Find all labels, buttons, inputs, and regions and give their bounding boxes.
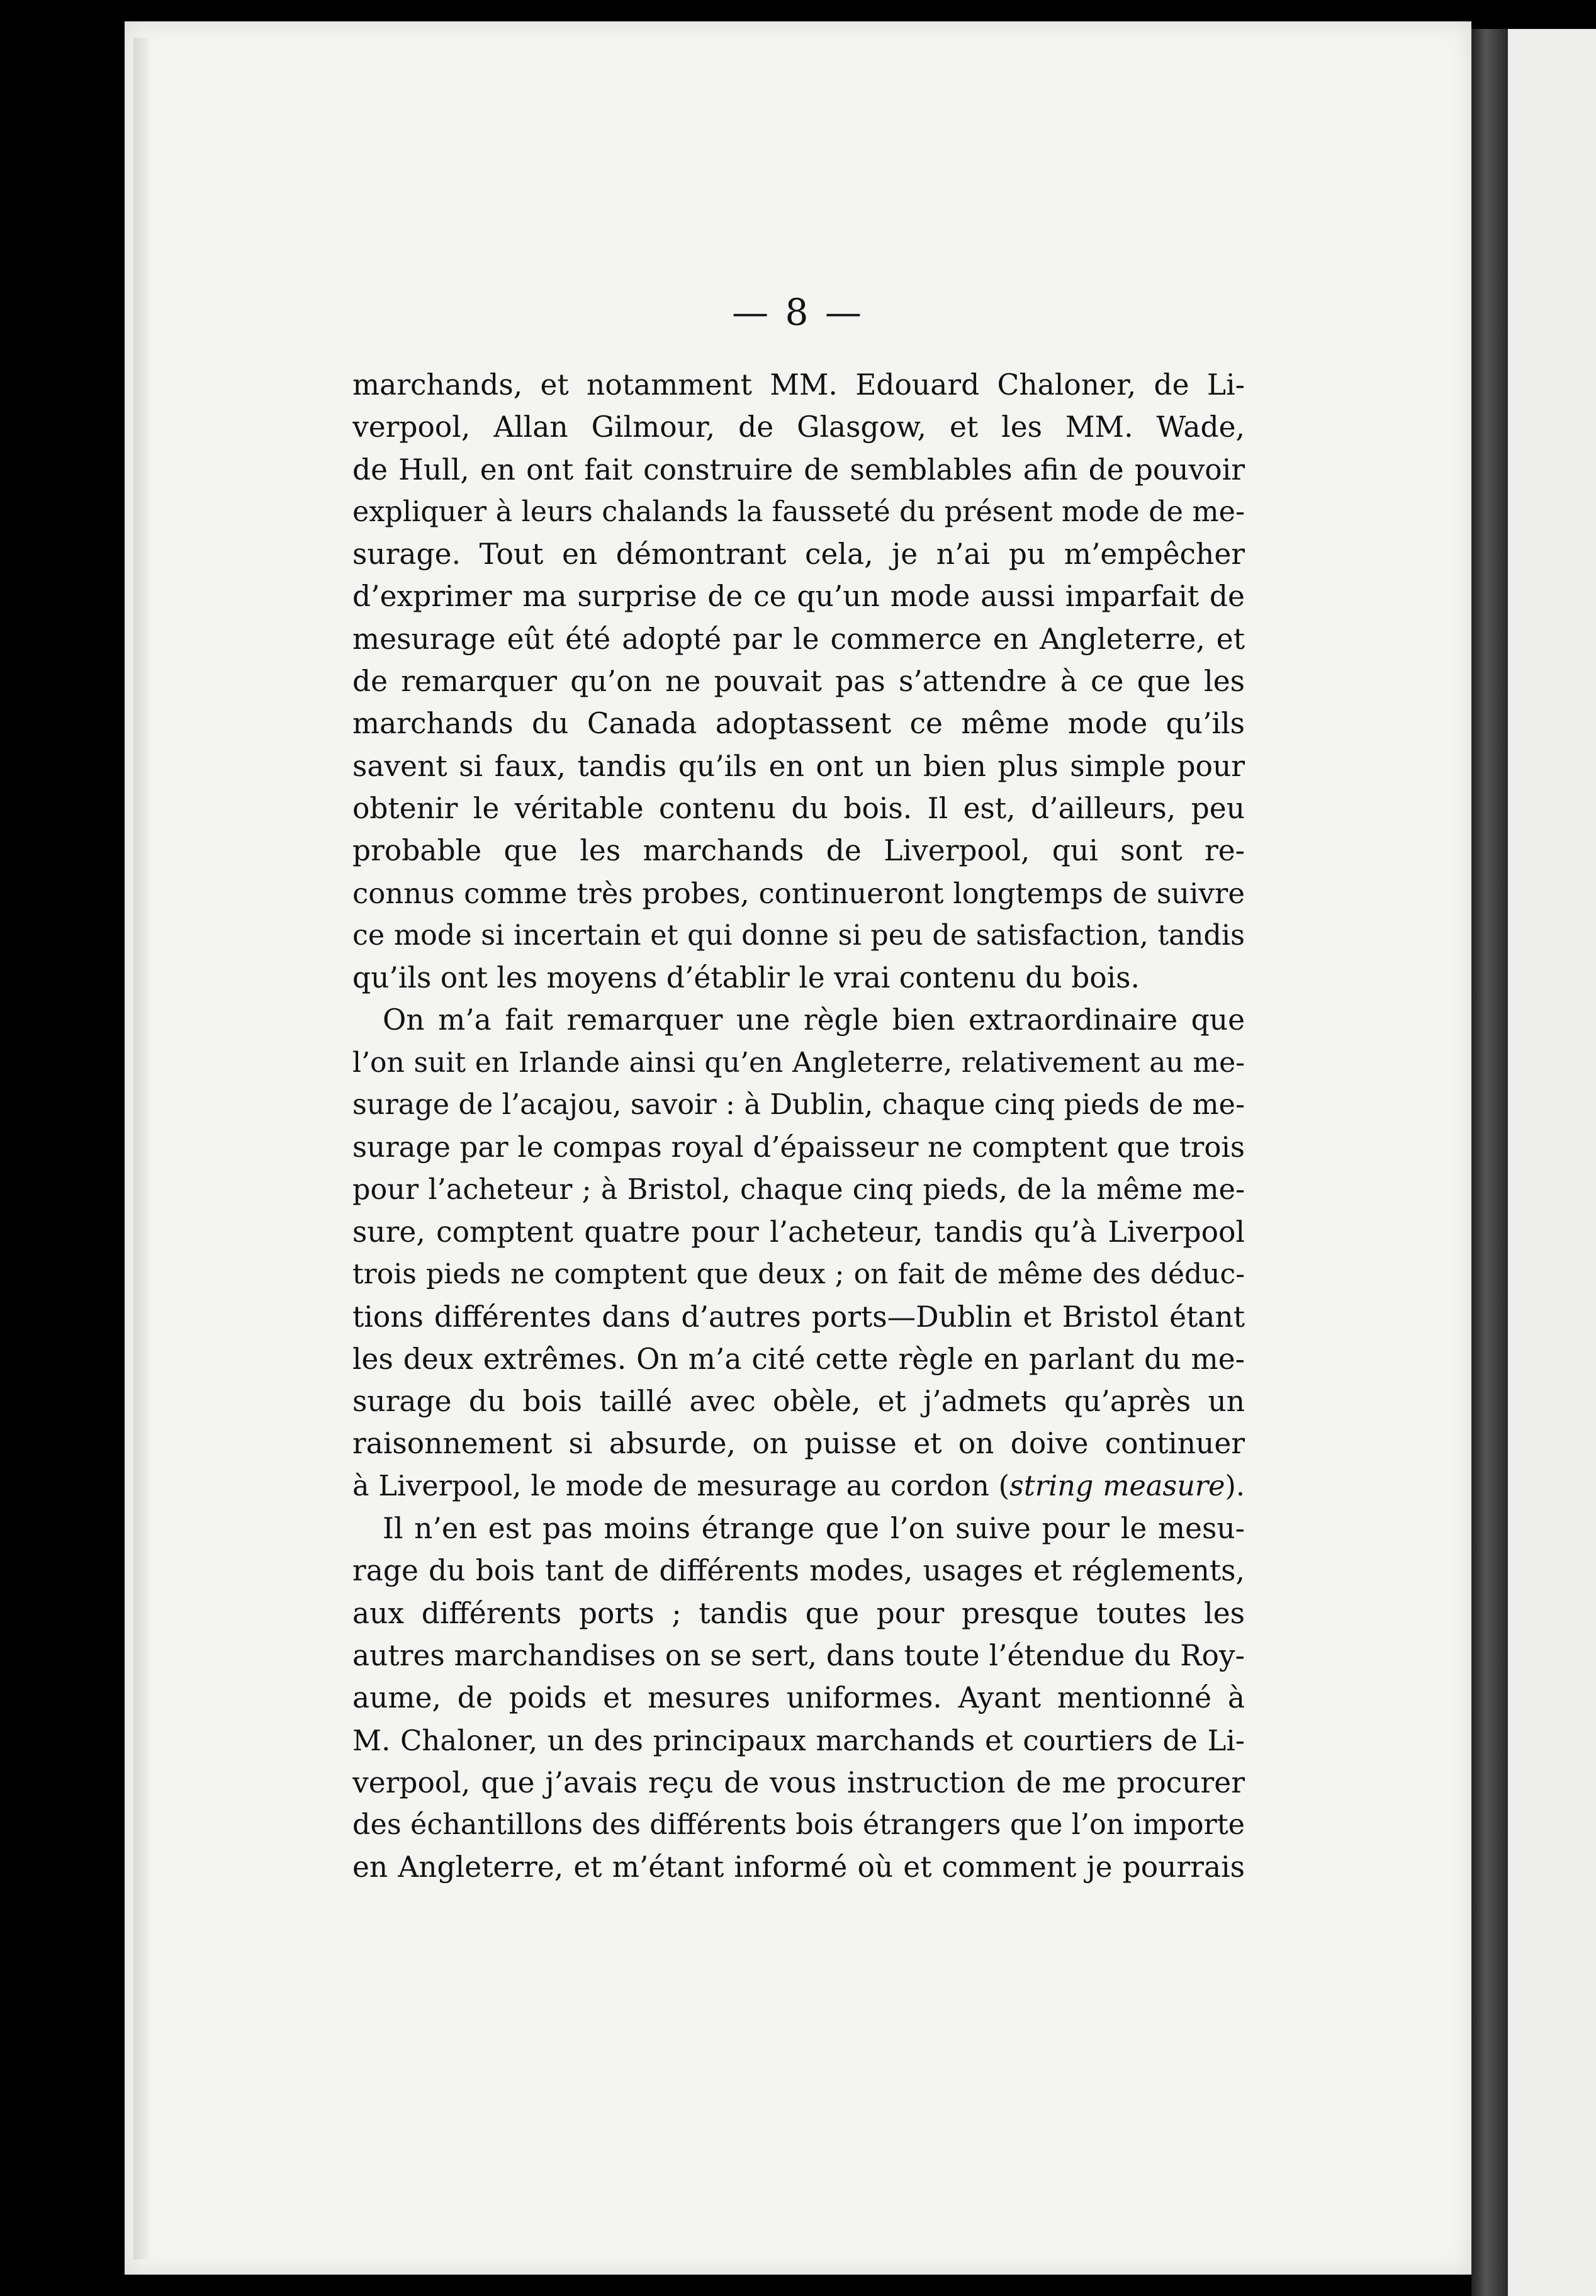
page-number: — 8 — — [732, 291, 864, 334]
text-line: sure, comptent quatre pour l’acheteur, tandis qu’à Liverpool — [352, 1215, 1245, 1249]
text-segment: ). — [1225, 1470, 1245, 1502]
text-line: pour l’acheteur ; à Bristol, chaque cinq pieds, de la même me- — [352, 1173, 1245, 1206]
text-line: l’on suit en Irlande ainsi qu’en Angleterre, relativement au me- — [352, 1046, 1245, 1079]
text-line: surage de l’acajou, savoir : à Dublin, chaque cinq pieds de me- — [352, 1089, 1245, 1122]
text-line: verpool, que j’avais reçu de vous instruction de me procurer — [352, 1765, 1245, 1799]
text-line: rage du bois tant de différents modes, usages et réglements, — [352, 1554, 1245, 1588]
text-line: surage du bois taillé avec obèle, et j’admets qu’après un — [352, 1385, 1245, 1419]
text-line: On m’a fait remarquer une règle bien extraordinaire que — [383, 1003, 1245, 1037]
text-segment: à Liverpool, le mode de mesurage au cordon ( — [352, 1470, 1010, 1502]
text-line: autres marchandises on se sert, dans toute l’étendue du Roy- — [352, 1638, 1245, 1672]
text-line: savent si faux, tandis qu’ils en ont un bien plus simple pour — [352, 749, 1245, 783]
text-line: marchands du Canada adoptassent ce même mode qu’ils — [352, 707, 1245, 741]
text-line: qu’ils ont les moyens d’établir le vrai contenu du bois. — [352, 961, 1140, 995]
text-line: de Hull, en ont fait construire de semblables afin de pouvoir — [352, 453, 1245, 487]
adjacent-page-edge — [1508, 29, 1596, 2296]
text-line: surage par le compas royal d’épaisseur ne comptent que trois — [352, 1130, 1245, 1164]
text-line: Il n’en est pas moins étrange que l’on suive pour le mesu- — [383, 1512, 1245, 1546]
text-line: connus comme très probes, continueront longtemps de suivre — [352, 876, 1245, 910]
text-line: probable que les marchands de Liverpool, qui sont re- — [352, 834, 1245, 868]
paper-fold-edge — [133, 38, 150, 2259]
text-line: M. Chaloner, un des principaux marchands et courtiers de Li- — [352, 1723, 1245, 1757]
text-line: trois pieds ne comptent que deux ; on fait de même des déduc- — [352, 1258, 1245, 1291]
text-line: raisonnement si absurde, on puisse et on doive continuer — [352, 1427, 1245, 1461]
text-line: surage. Tout en démontrant cela, je n’ai pu m’empêcher — [352, 537, 1245, 571]
text-line: verpool, Allan Gilmour, de Glasgow, et les MM. Wade, — [352, 410, 1245, 444]
text-line: d’exprimer ma surprise de ce qu’un mode aussi imparfait de — [352, 580, 1245, 614]
text-line: de remarquer qu’on ne pouvait pas s’attendre à ce que les — [352, 665, 1245, 699]
text-line: les deux extrêmes. On m’a cité cette règle en parlant du me- — [352, 1342, 1245, 1376]
text-line: tions différentes dans d’autres ports—Dublin et Bristol étant — [352, 1300, 1245, 1334]
text-line: expliquer à leurs chalands la fausseté du présent mode de me- — [352, 495, 1245, 528]
text-line: marchands, et notamment MM. Edouard Chaloner, de Li- — [352, 368, 1245, 402]
text-line: des échantillons des différents bois étrangers que l’on importe — [352, 1809, 1245, 1842]
body-text — [352, 364, 1245, 1889]
text-line: en Angleterre, et m’étant informé où et comment je pourrais — [352, 1850, 1245, 1884]
text-line: aume, de poids et mesures uniformes. Ayant mentionné à — [352, 1681, 1245, 1715]
text-line: aux différents ports ; tandis que pour presque toutes les — [352, 1596, 1245, 1630]
text-line: mesurage eût été adopté par le commerce en Angleterre, et — [352, 622, 1245, 656]
text-line-with-italic — [352, 1465, 1245, 1507]
text-line: obtenir le véritable contenu du bois. Il est, d’ailleurs, peu — [352, 791, 1245, 825]
book-spine-shadow — [1471, 29, 1508, 2296]
italic-term: string measure — [1009, 1470, 1225, 1502]
text-line: ce mode si incertain et qui donne si peu de satisfaction, tandis — [352, 919, 1245, 952]
